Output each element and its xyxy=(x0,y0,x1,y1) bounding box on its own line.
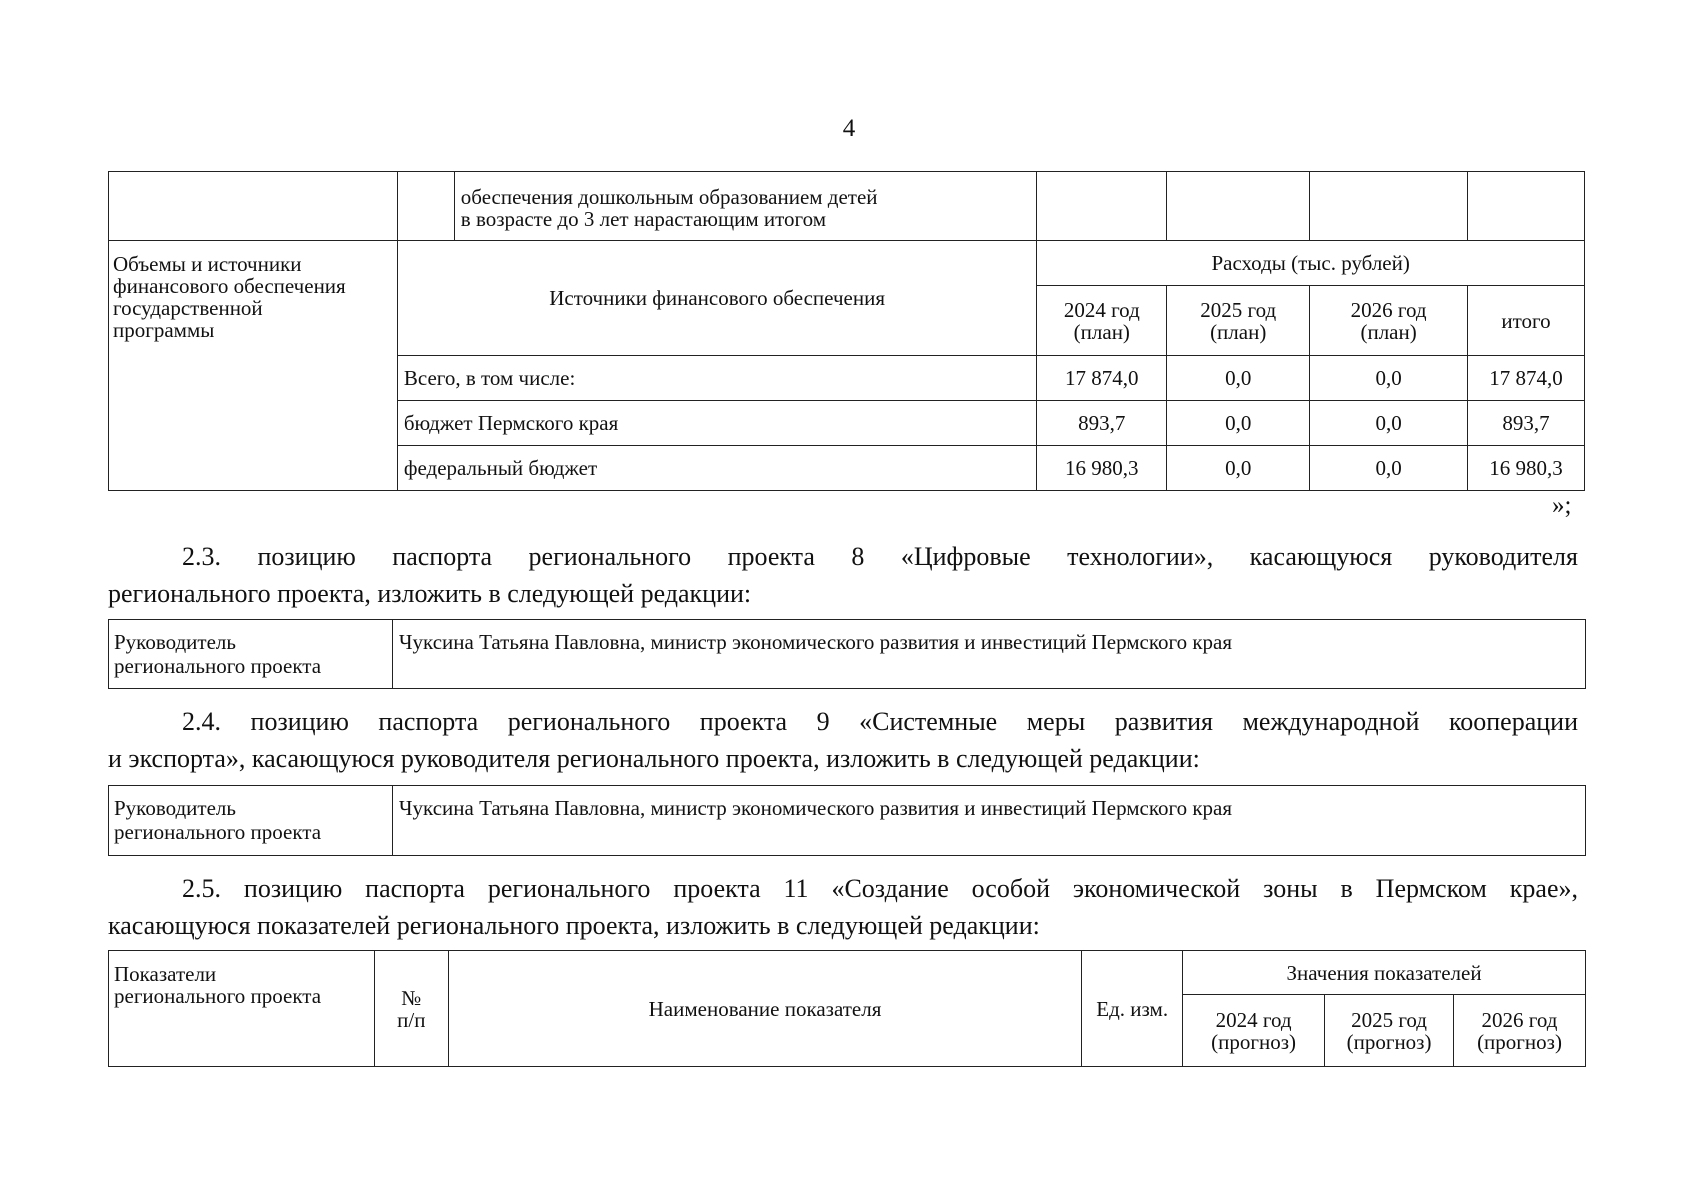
values-header: Значения показателей xyxy=(1183,951,1586,995)
value-total: 17 874,0 xyxy=(1468,356,1585,401)
value-2025: 0,0 xyxy=(1167,356,1310,401)
empty-cell xyxy=(1167,172,1310,241)
value-2025: 0,0 xyxy=(1167,446,1310,491)
empty-cell xyxy=(1310,172,1468,241)
leader-label: Руководитель регионального проекта xyxy=(109,620,393,689)
paragraph-2-5: 2.5. позицию паспорта регионального проекта 11 «Создание особой экономической зоны в Пермском крае», касающуюся показателей регионального проекта, изложить в следующей редакции: xyxy=(108,874,1578,940)
number-header: № п/п xyxy=(374,951,448,1067)
paragraph-2-4: 2.4. позицию паспорта регионального проекта 9 «Системные меры развития международной кооперации и экспорта», касающуюся руководителя регионального проекта, изложить в следующей редакции: xyxy=(108,707,1578,773)
expenses-header: Расходы (тыс. рублей) xyxy=(1037,241,1585,286)
value-2024: 893,7 xyxy=(1037,401,1167,446)
closing-quote-mark: »; xyxy=(1552,492,1572,519)
leader-table-2-3 xyxy=(108,619,1586,689)
leader-value: Чуксина Татьяна Павловна, министр экономического развития и инвестиций Пермского края xyxy=(392,786,1585,856)
value-total: 16 980,3 xyxy=(1468,446,1585,491)
row-label: бюджет Пермского края xyxy=(397,401,1036,446)
value-2024: 17 874,0 xyxy=(1037,356,1167,401)
value-total: 893,7 xyxy=(1468,401,1585,446)
empty-cell xyxy=(109,172,398,241)
leader-table-2-4 xyxy=(108,785,1586,856)
unit-header: Ед. изм. xyxy=(1082,951,1183,1067)
sources-header: Источники финансового обеспечения xyxy=(397,241,1036,356)
value-2026: 0,0 xyxy=(1310,401,1468,446)
year-header-2026: 2026 год (план) xyxy=(1310,286,1468,356)
forecast-2024-header: 2024 год (прогноз) xyxy=(1183,995,1325,1067)
indicators-label: Показатели регионального проекта xyxy=(109,951,375,1067)
indicators-table xyxy=(108,950,1586,1067)
finance-left-label: Объемы и источники финансового обеспечения государственной программы xyxy=(109,241,398,491)
forecast-2026-header: 2026 год (прогноз) xyxy=(1454,995,1586,1067)
empty-cell xyxy=(1468,172,1585,241)
finance-table xyxy=(108,171,1585,491)
top-row-text: обеспечения дошкольным образованием детей в возрасте до 3 лет нарастающим итогом xyxy=(454,172,1037,241)
leader-label: Руководитель регионального проекта xyxy=(109,786,393,856)
value-2026: 0,0 xyxy=(1310,356,1468,401)
year-header-2024: 2024 год (план) xyxy=(1037,286,1167,356)
indicator-name-header: Наименование показателя xyxy=(448,951,1081,1067)
year-header-2025: 2025 год (план) xyxy=(1167,286,1310,356)
forecast-2025-header: 2025 год (прогноз) xyxy=(1325,995,1454,1067)
paragraph-2-3: 2.3. позицию паспорта регионального проекта 8 «Цифровые технологии», касающуюся руководителя регионального проекта, изложить в следующей редакции: xyxy=(108,542,1578,608)
row-label: федеральный бюджет xyxy=(397,446,1036,491)
total-header: итого xyxy=(1468,286,1585,356)
leader-value: Чуксина Татьяна Павловна, министр экономического развития и инвестиций Пермского края xyxy=(392,620,1585,689)
row-label: Всего, в том числе: xyxy=(397,356,1036,401)
value-2024: 16 980,3 xyxy=(1037,446,1167,491)
value-2025: 0,0 xyxy=(1167,401,1310,446)
empty-cell xyxy=(1037,172,1167,241)
value-2026: 0,0 xyxy=(1310,446,1468,491)
empty-cell xyxy=(397,172,454,241)
page-number: 4 xyxy=(842,115,856,142)
